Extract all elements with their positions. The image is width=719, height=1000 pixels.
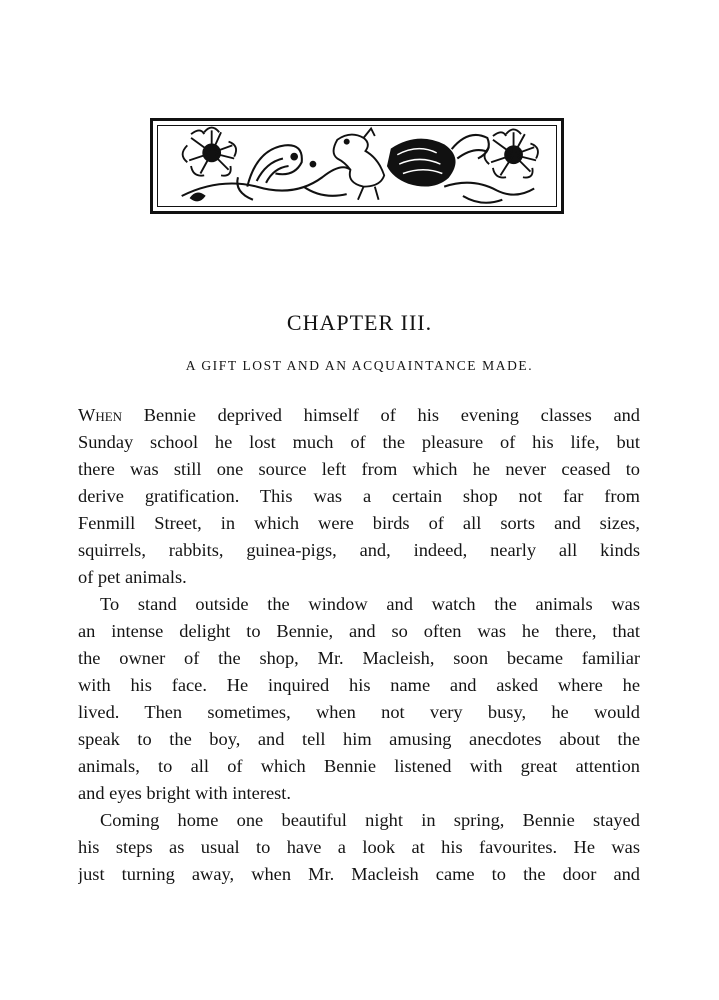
text-line-2: Sunday school he lost much of the pleasure of his life, but bbox=[78, 432, 640, 452]
text-line-3: there was still one source left from which he never ceased to bbox=[78, 459, 640, 479]
text-line-16: Coming home one beautiful night in spring, Bennie stayed bbox=[100, 810, 640, 830]
text-line-15: and eyes bright with interest. bbox=[78, 783, 291, 803]
text-line-13: speak to the boy, and tell him amusing anecdotes about the bbox=[78, 729, 640, 749]
text-line-18: just turning away, when Mr. Macleish came to the door and bbox=[78, 864, 640, 884]
text-line-8: To stand outside the window and watch the animals was bbox=[100, 594, 640, 614]
floral-squirrel-engraving bbox=[153, 121, 561, 211]
text-line-14: animals, to all of which Bennie listened with great attention bbox=[78, 756, 640, 776]
chapter-title: CHAPTER III. bbox=[286, 310, 433, 335]
text-line-6: squirrels, rabbits, guinea-pigs, and, indeed, nearly all kinds bbox=[78, 540, 640, 560]
text-line-11: with his face. He inquired his name and asked where he bbox=[78, 675, 640, 695]
text-line-4: derive gratification. This was a certain shop not far from bbox=[78, 486, 640, 506]
body-text bbox=[78, 402, 640, 888]
text-line-1 bbox=[78, 402, 640, 429]
opening-word: When bbox=[78, 405, 123, 425]
text-line-1-rest: Bennie deprived himself of his evening classes and bbox=[122, 405, 640, 425]
text-line-10: the owner of the shop, Mr. Macleish, soon became familiar bbox=[78, 648, 640, 668]
text-line-12: lived. Then sometimes, when not very busy, he would bbox=[78, 702, 640, 722]
text-line-7: of pet animals. bbox=[78, 567, 187, 587]
chapter-subtitle: A GIFT LOST AND AN ACQUAINTANCE MADE. bbox=[185, 358, 534, 373]
text-line-9: an intense delight to Bennie, and so often was he there, that bbox=[78, 621, 640, 641]
text-line-17: his steps as usual to have a look at his favourites. He was bbox=[78, 837, 640, 857]
chapter-headpiece-ornament bbox=[150, 118, 564, 214]
text-line-5: Fenmill Street, in which were birds of all sorts and sizes, bbox=[78, 513, 640, 533]
